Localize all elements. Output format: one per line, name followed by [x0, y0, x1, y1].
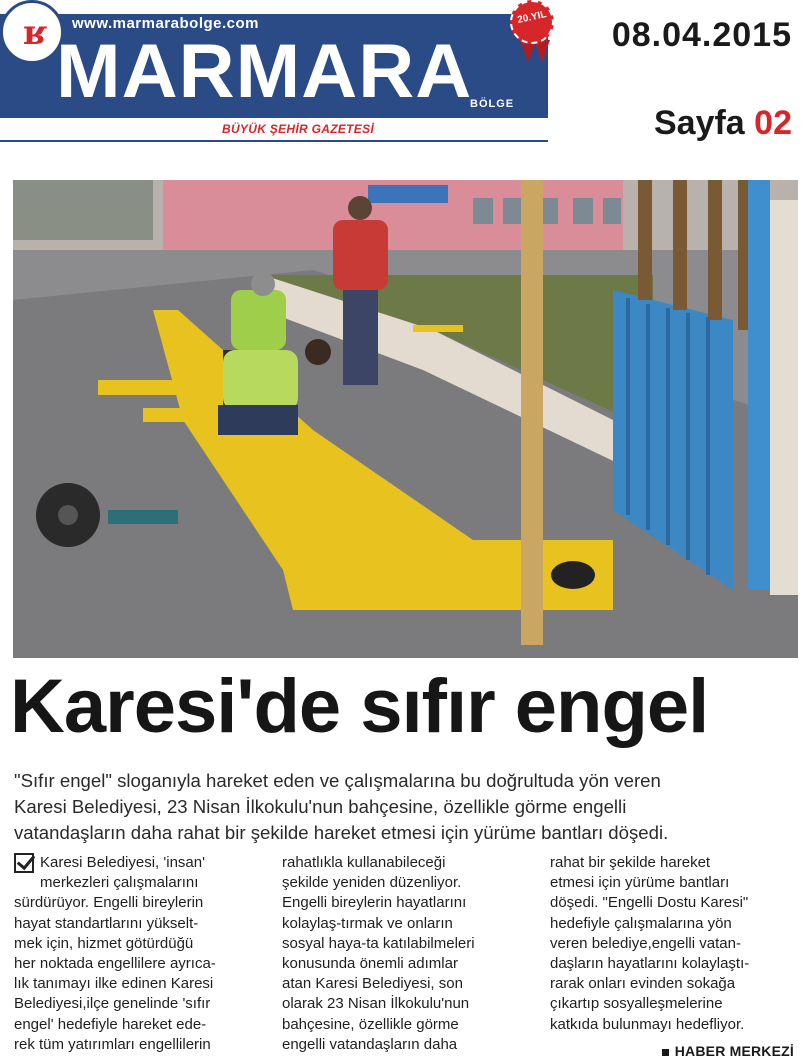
body-line: konusunda önemli adımlar	[282, 955, 458, 973]
body-line: sosyal haya-ta katılabilmeleri	[282, 934, 475, 952]
body-line: her noktada engellilere ayrıca-	[14, 955, 216, 973]
body-line: kolaylaş-tırmak ve onların	[282, 914, 453, 932]
body-line: döşedi. "Engelli Dostu Karesi"	[550, 894, 749, 912]
lead-line: Karesi Belediyesi, 23 Nisan İlkokulu'nun bahçesine, özellikle görme engelli	[14, 796, 627, 817]
body-line: hedefiyle çalışmalarına yön	[550, 914, 732, 932]
article-column-1	[14, 853, 264, 1055]
body-line: rahatlıkla kullanabileceği	[282, 854, 446, 871]
body-line: olarak 23 Nisan İlkokulu'nun	[282, 995, 470, 1013]
article-photo	[13, 180, 798, 658]
anniversary-label: 20.YIL	[516, 9, 548, 26]
body-line: atan Karesi Belediyesi, son	[282, 975, 463, 993]
body-line: hayat standartlarını yükselt-	[14, 914, 199, 932]
body-line: lık tanımayı ilke edinen Karesi	[14, 975, 214, 993]
body-line: Karesi Belediyesi, 'insan'	[40, 854, 205, 871]
article-headline: Karesi'de sıfır engel	[10, 664, 709, 749]
article-lead	[14, 768, 804, 846]
newspaper-name: MARMARA	[56, 29, 473, 114]
anniversary-badge-icon	[510, 0, 556, 60]
body-line: Belediyesi,ilçe genelinde 'sıfır	[14, 995, 211, 1013]
body-line: etmesi için yürüme bantları	[550, 874, 730, 892]
byline-text: HABER MERKEZİ	[674, 1043, 794, 1059]
checkmark-icon	[14, 853, 34, 873]
article-column-3	[550, 853, 800, 1035]
lead-line: "Sıfır engel" sloganıyla hareket eden ve çalışmalarına bu doğrultuda yön veren	[14, 770, 661, 791]
body-line: bahçesine, özellikle görme	[282, 1015, 459, 1033]
issue-date: 08.04.2015	[611, 16, 792, 54]
page-label: Sayfa	[653, 104, 745, 142]
article-column-2	[282, 853, 532, 1055]
square-bullet-icon	[662, 1049, 669, 1056]
lead-line: vatandaşların daha rahat bir şekilde hareket etmesi için yürüme bantları döşedi.	[14, 822, 669, 843]
masthead	[0, 0, 550, 145]
masthead-divider	[0, 140, 548, 142]
body-line: veren belediye,engelli vatan-	[550, 934, 741, 952]
body-line: rarak onları evinden sokağa	[550, 975, 736, 993]
body-line: rek tüm yatırımları engellilerin	[14, 1035, 211, 1053]
body-line: engel' hedefiyle hareket ede-	[14, 1015, 207, 1033]
body-line: rahat bir şekilde hareket	[550, 854, 711, 871]
logo-icon: ʁ	[0, 0, 64, 64]
body-line: merkezleri çalışmalarını	[40, 874, 199, 892]
body-line: katkıda bulunmayı hedefliyor.	[550, 1015, 745, 1033]
newspaper-subname: BÖLGE	[470, 98, 515, 110]
newspaper-slogan: BÜYÜK ŞEHİR GAZETESİ	[222, 122, 375, 136]
page-number-value: 02	[754, 104, 792, 142]
body-line: Engelli bireylerin hayatlarını	[282, 894, 467, 912]
body-line: şekilde yeniden düzenliyor.	[282, 874, 462, 892]
body-line: çıkartıp sosyalleşmelerine	[550, 995, 723, 1013]
page-number	[654, 104, 792, 143]
article-byline	[662, 1043, 794, 1059]
website-url[interactable]: www.marmarabolge.com	[72, 15, 259, 32]
body-line: sürdürüyor. Engelli bireylerin	[14, 894, 204, 912]
body-line: daşların hayatlarını kolaylaştı-	[550, 955, 750, 973]
body-line: engelli vatandaşların daha	[282, 1035, 458, 1053]
body-line: mek için, hizmet götürdüğü	[14, 934, 194, 952]
